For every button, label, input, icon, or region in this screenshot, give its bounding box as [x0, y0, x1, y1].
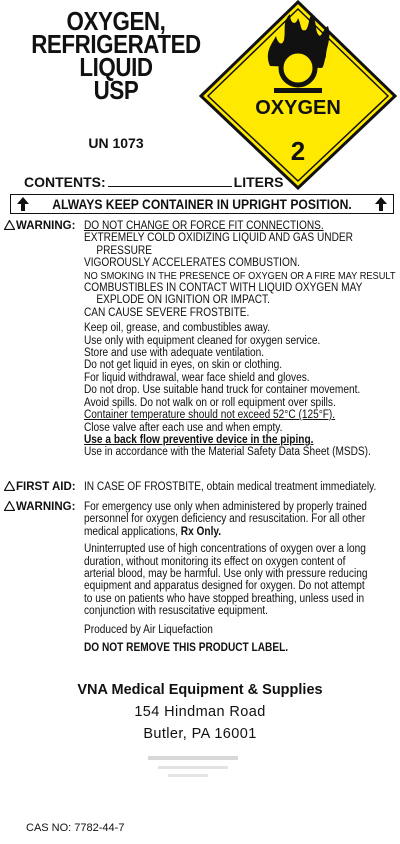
instruction-line: Use only with equipment cleaned for oxygen service.	[84, 334, 321, 347]
placard-label: OXYGEN	[255, 97, 341, 119]
do-not-remove: DO NOT REMOVE THIS PRODUCT LABEL.	[84, 642, 289, 655]
company-block	[0, 682, 400, 742]
warning-line: personnel for oxygen deficiency and resuscitation. For all other	[84, 513, 366, 526]
company-address: 154 Hindman Road	[134, 704, 266, 720]
title-line: OXYGEN,	[66, 6, 166, 36]
warning-triangle-icon	[4, 220, 15, 230]
cas-number: CAS NO: 7782-44-7	[26, 822, 125, 834]
un-number: UN 1073	[88, 135, 144, 151]
warning-block	[84, 501, 394, 654]
warning-line: medical applications, Rx Only.	[84, 525, 222, 538]
instruction-line: Container temperature should not exceed 52°C (125°F).	[84, 409, 336, 422]
warning-line: NO SMOKING IN THE PRESENCE OF OXYGEN OR A FIRE MAY RESULT	[84, 269, 396, 282]
title-line: LIQUID	[79, 52, 153, 82]
first-aid-block	[84, 481, 394, 493]
warning-line: Uninterrupted use of high concentrations of oxygen over a long	[84, 543, 366, 556]
arrow-up-icon	[17, 197, 29, 211]
instruction-line: Do not get liquid in eyes, on skin or clothing.	[84, 359, 283, 372]
title-line: REFRIGERATED	[31, 29, 201, 59]
warning-line: For emergency use only when administered by properly trained	[84, 501, 367, 513]
warning-line: EXPLODE ON IGNITION OR IMPACT.	[96, 294, 270, 307]
warning-label: WARNING:	[4, 501, 75, 513]
faded-print-smudge	[138, 752, 248, 782]
instruction-line: Close valve after each use and when empty.	[84, 421, 283, 434]
warning-block	[84, 220, 394, 459]
warning-label: WARNING:	[4, 220, 75, 232]
warning-line: duration, without monitoring its effect on oxygen content of	[84, 555, 346, 568]
warning-line: PRESSURE	[96, 244, 153, 257]
warning-triangle-icon	[4, 481, 15, 491]
produced-by: Produced by Air Liquefaction	[84, 623, 213, 636]
warning-line: equipment and apparatus designed for oxygen. Do not attempt	[84, 580, 365, 593]
instruction-line: Use a back flow preventive device in the piping.	[84, 433, 314, 446]
warning-line: DO NOT CHANGE OR FORCE FIT CONNECTIONS.	[84, 220, 324, 232]
instruction-line: Use in accordance with the Material Safety Data Sheet (MSDS).	[84, 446, 371, 459]
placard-class-number: 2	[290, 136, 306, 166]
warning-line: CAN CAUSE SEVERE FROSTBITE.	[84, 306, 250, 319]
warning-line: VIGOROUSLY ACCELERATES COMBUSTION.	[84, 257, 300, 270]
instruction-line: Do not drop. Use suitable hand truck for container movement.	[84, 384, 361, 397]
warning-line: to use on patients who have stopped breathing, unless used in	[84, 592, 365, 605]
instruction-line: For liquid withdrawal, wear face shield and gloves.	[84, 371, 310, 384]
first-aid-text: IN CASE OF FROSTBITE, obtain medical treatment immediately.	[84, 481, 377, 493]
instruction-line: Avoid spills. Do not walk on or roll equipment over spills.	[84, 396, 336, 409]
warning-line: COMBUSTIBLES IN CONTACT WITH LIQUID OXYGEN MAY	[84, 282, 363, 295]
rx-only: Rx Only.	[180, 525, 222, 538]
instruction-line: Keep oil, grease, and combustibles away.	[84, 322, 271, 335]
contents-blank	[108, 175, 232, 187]
warning-line: conjunction with resuscitative equipment.	[84, 605, 268, 618]
arrow-up-icon	[375, 197, 387, 211]
title-line: USP	[93, 75, 139, 105]
upright-banner	[10, 194, 394, 214]
company-name: VNA Medical Equipment & Supplies	[77, 682, 323, 698]
first-aid-label: FIRST AID:	[4, 481, 76, 493]
warning-triangle-icon	[4, 501, 15, 511]
oxidizer-placard	[198, 0, 398, 190]
contents-unit: LITERS	[233, 174, 284, 190]
instruction-line: Store and use with adequate ventilation.	[84, 347, 265, 360]
contents-label: CONTENTS:	[24, 174, 106, 190]
company-city: Butler, PA 16001	[143, 726, 257, 742]
upright-text: ALWAYS KEEP CONTAINER IN UPRIGHT POSITION.	[52, 196, 352, 212]
warning-line: EXTREMELY COLD OXIDIZING LIQUID AND GAS UNDER	[84, 232, 353, 245]
warning-line: arterial blood, may be harmful. Use only with pressure reducing	[84, 568, 368, 581]
contents-line	[24, 174, 283, 190]
